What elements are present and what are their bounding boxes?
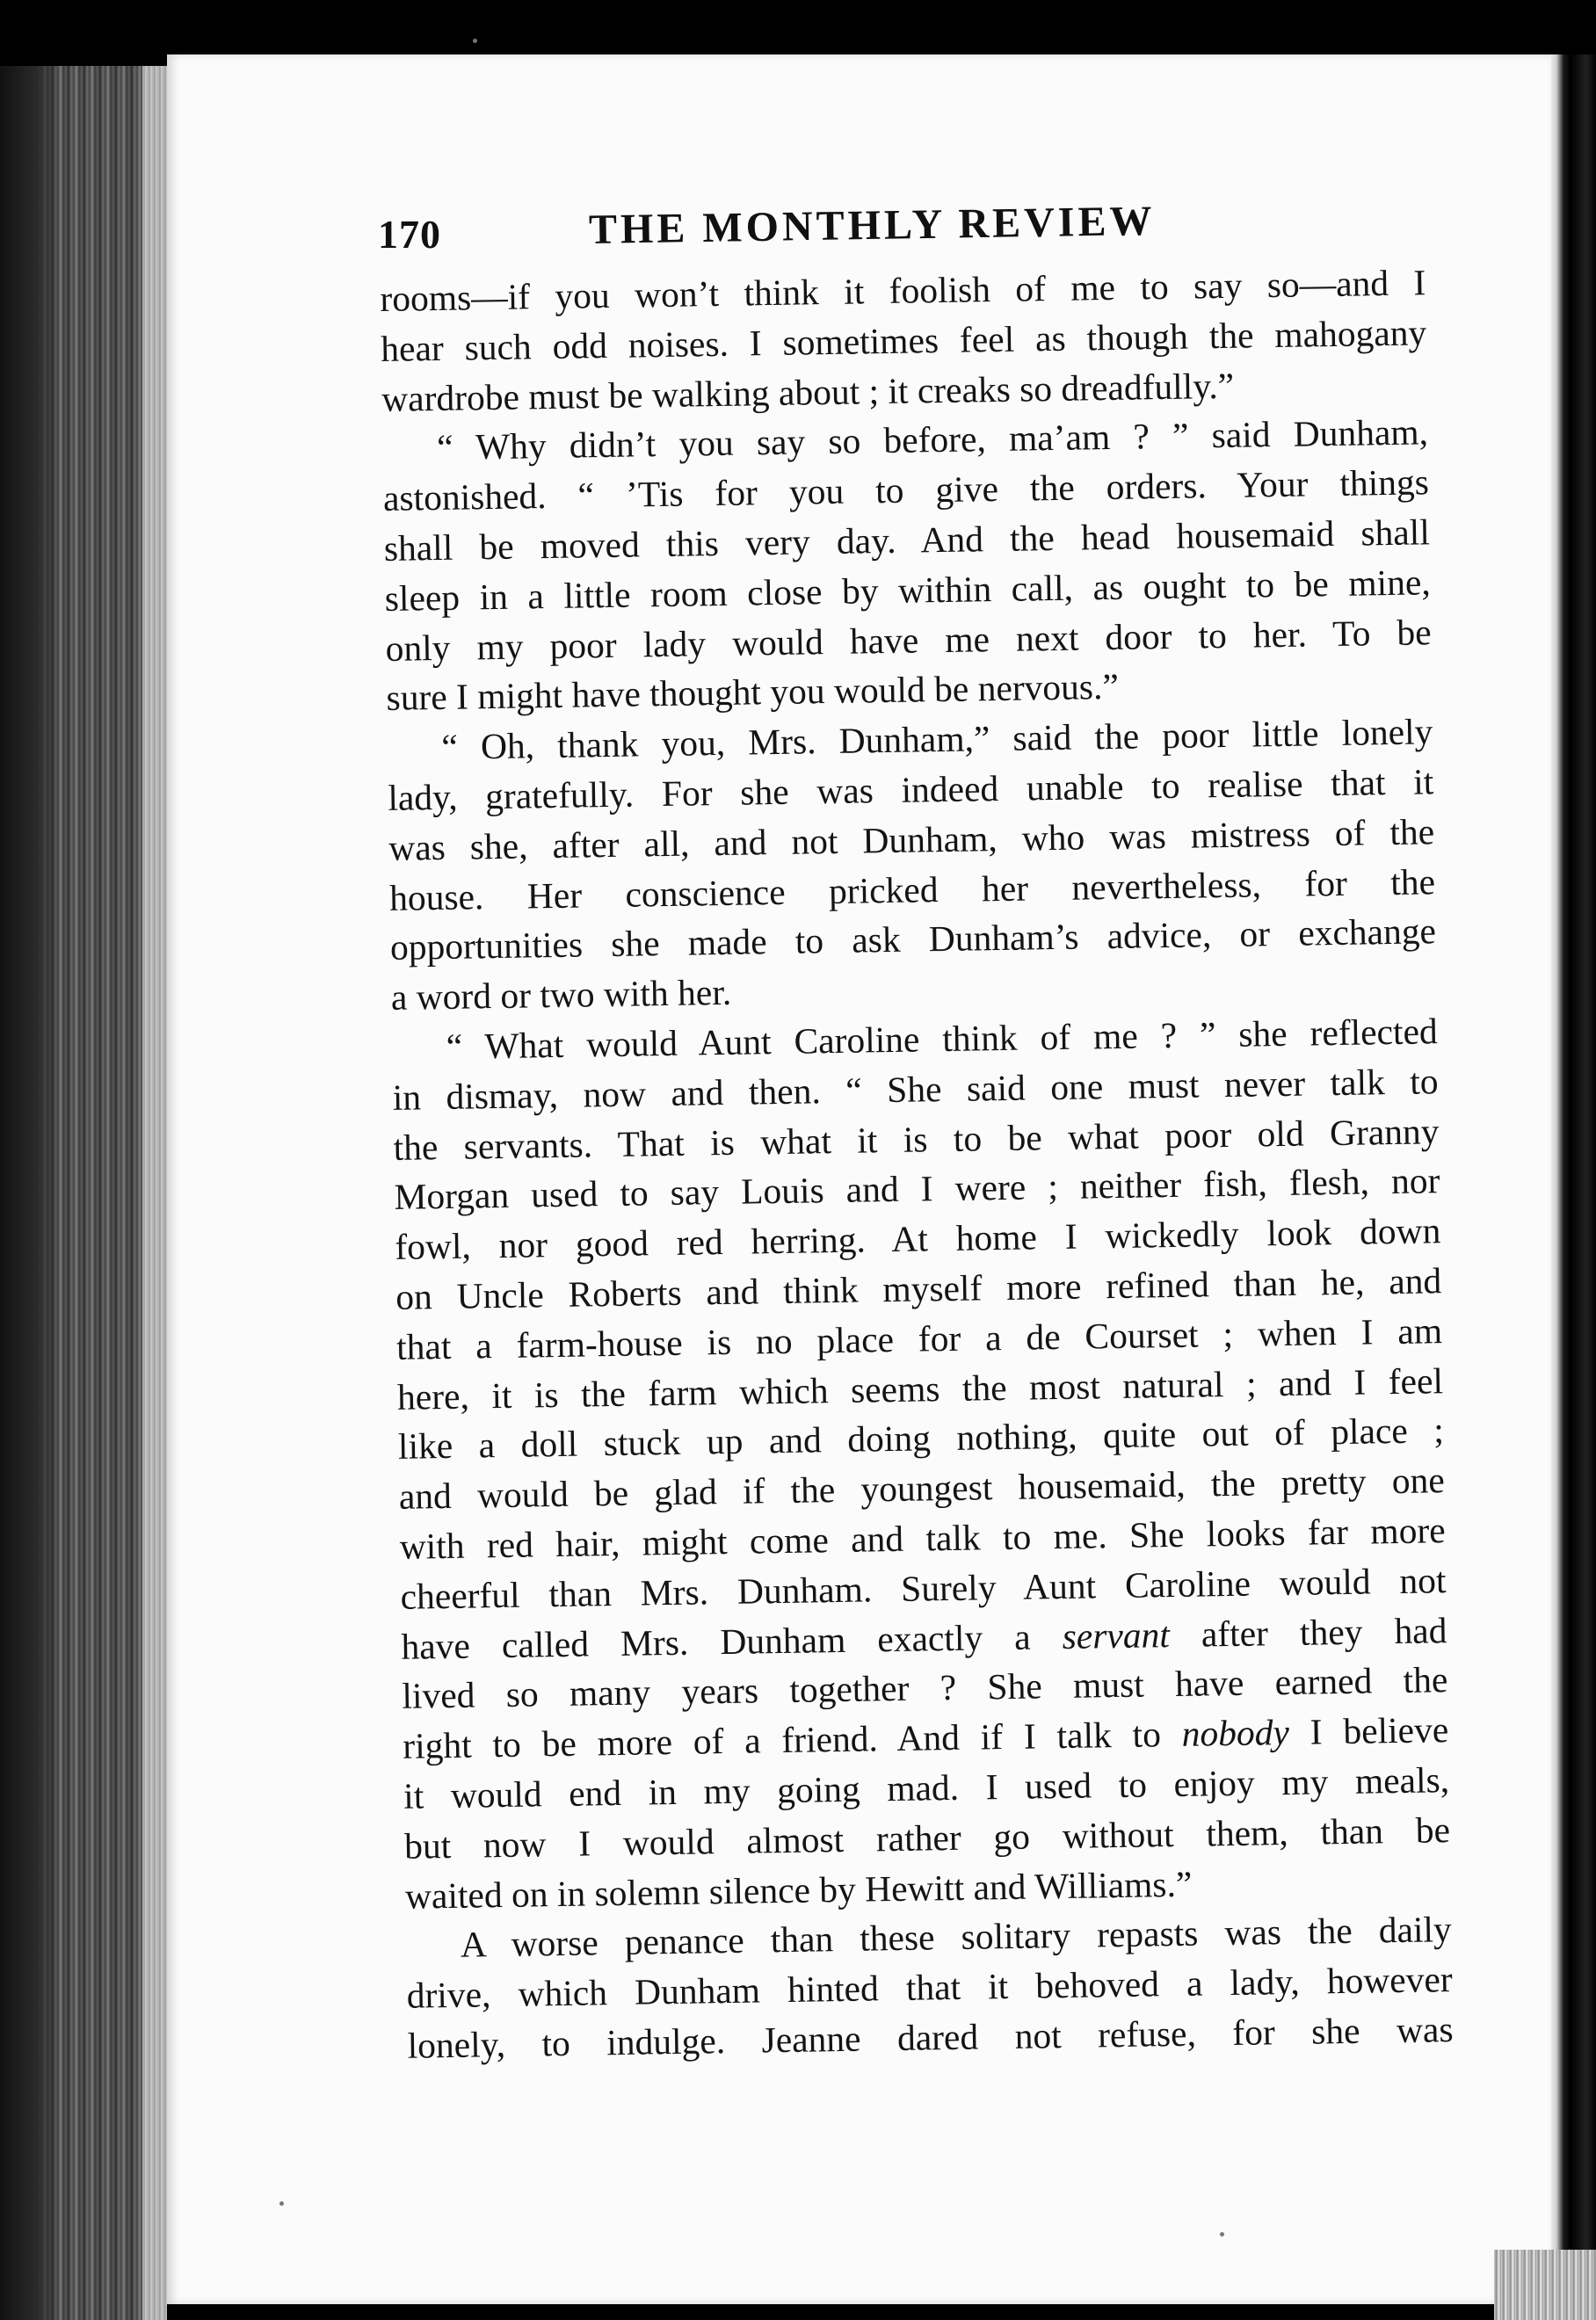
text-run: right to be more of a friend. And if I talk to: [402, 1713, 1183, 1766]
text-run: only my poor lady would have me next door to her. To be: [385, 611, 1432, 669]
italic-emphasis: servant: [1062, 1613, 1171, 1657]
text-run: lived so many years together ? She must have earned the: [402, 1659, 1448, 1717]
page-number: 170: [378, 212, 441, 257]
facing-page-gutter: [1551, 54, 1596, 2320]
dust-speck: [1220, 2232, 1224, 2237]
text-run: “ Why didn’t you say so before, ma’am ? ” said Dunham,: [436, 411, 1429, 468]
text-run: house. Her conscience pricked her nevertheless, for the: [388, 860, 1436, 918]
text-run: here, it is the farm which seems the most natural ; and I feel: [396, 1359, 1444, 1417]
text-run: waited on in solemn silence by Hewitt and Williams.”: [404, 1863, 1193, 1917]
journal-title: THE MONTHLY REVIEW: [588, 197, 1156, 253]
text-run: sleep in a little room close by within call, as ought to be mine,: [384, 562, 1432, 619]
body-text: [380, 257, 1454, 2070]
text-run: but now I would almost rather go without them, than be: [403, 1809, 1451, 1867]
text-run: cheerful than Mrs. Dunham. Surely Aunt Caroline would not: [400, 1559, 1447, 1617]
text-run: a word or two with her.: [390, 971, 732, 1019]
text-run: was she, after all, and not Dunham, who was mistress of the: [388, 810, 1435, 868]
text-run: and would be glad if the youngest housemaid, the pretty one: [398, 1460, 1446, 1517]
text-run: lonely, to indulge. Jeanne dared not refuse, for she was: [407, 2008, 1454, 2066]
text-run: like a doll stuck up and doing nothing, quite out of place ;: [397, 1410, 1445, 1468]
text-run: A worse penance than these solitary repasts was the daily: [460, 1909, 1453, 1966]
text-run: rooms—if you won’t think it foolish of me to say so—and I: [380, 262, 1426, 319]
page-edge-strip: [0, 66, 167, 2320]
text-run: have called Mrs. Dunham exactly a: [401, 1615, 1063, 1667]
italic-emphasis: nobody: [1181, 1712, 1290, 1754]
text-run: it would end in my going mad. I used to enjoy my meals,: [403, 1759, 1450, 1816]
text-run: the servants. That is what it is to be what poor old Granny: [393, 1110, 1440, 1168]
text-run: hear such odd noises. I sometimes feel as though the mahogany: [380, 312, 1427, 369]
text-run: on Uncle Roberts and think myself more refined than he, and: [395, 1260, 1442, 1317]
text-run: after they had: [1169, 1609, 1447, 1655]
text-run: drive, which Dunham hinted that it behoved a lady, however: [406, 1959, 1453, 2016]
text-run: Morgan used to say Louis and I were ; neither fish, flesh, nor: [394, 1160, 1440, 1218]
dust-speck: [473, 39, 477, 43]
text-run: “ Oh, thank you, Mrs. Dunham,” said the poor little lonely: [441, 711, 1433, 768]
text-run: with red hair, might come and talk to me. She looks far more: [399, 1510, 1446, 1567]
text-run: shall be moved this very day. And the head housemaid shall: [383, 511, 1431, 569]
text-run: sure I might have thought you would be nervous.”: [386, 666, 1120, 719]
text-run: in dismay, now and then. “ She said one must never talk to: [392, 1060, 1439, 1118]
text-run: I believe: [1288, 1709, 1449, 1753]
text-run: opportunities she made to ask Dunham’s advice, or exchange: [389, 910, 1437, 968]
text-run: lady, gratefully. For she was indeed unable to realise that it: [387, 761, 1434, 818]
text-run: fowl, nor good red herring. At home I wickedly look down: [395, 1210, 1441, 1268]
text-run: that a farm-house is no place for a de Courset ; when I am: [395, 1309, 1443, 1367]
dust-speck: [279, 2201, 284, 2206]
text-run: “ What would Aunt Caroline think of me ? ” she reflected: [446, 1011, 1439, 1067]
text-run: wardrobe must be walking about ; it creaks so dreadfully.”: [381, 365, 1235, 419]
text-run: astonished. “ ’Tis for you to give the orders. Your things: [382, 461, 1430, 519]
bottom-page-edges: [1494, 2250, 1596, 2320]
